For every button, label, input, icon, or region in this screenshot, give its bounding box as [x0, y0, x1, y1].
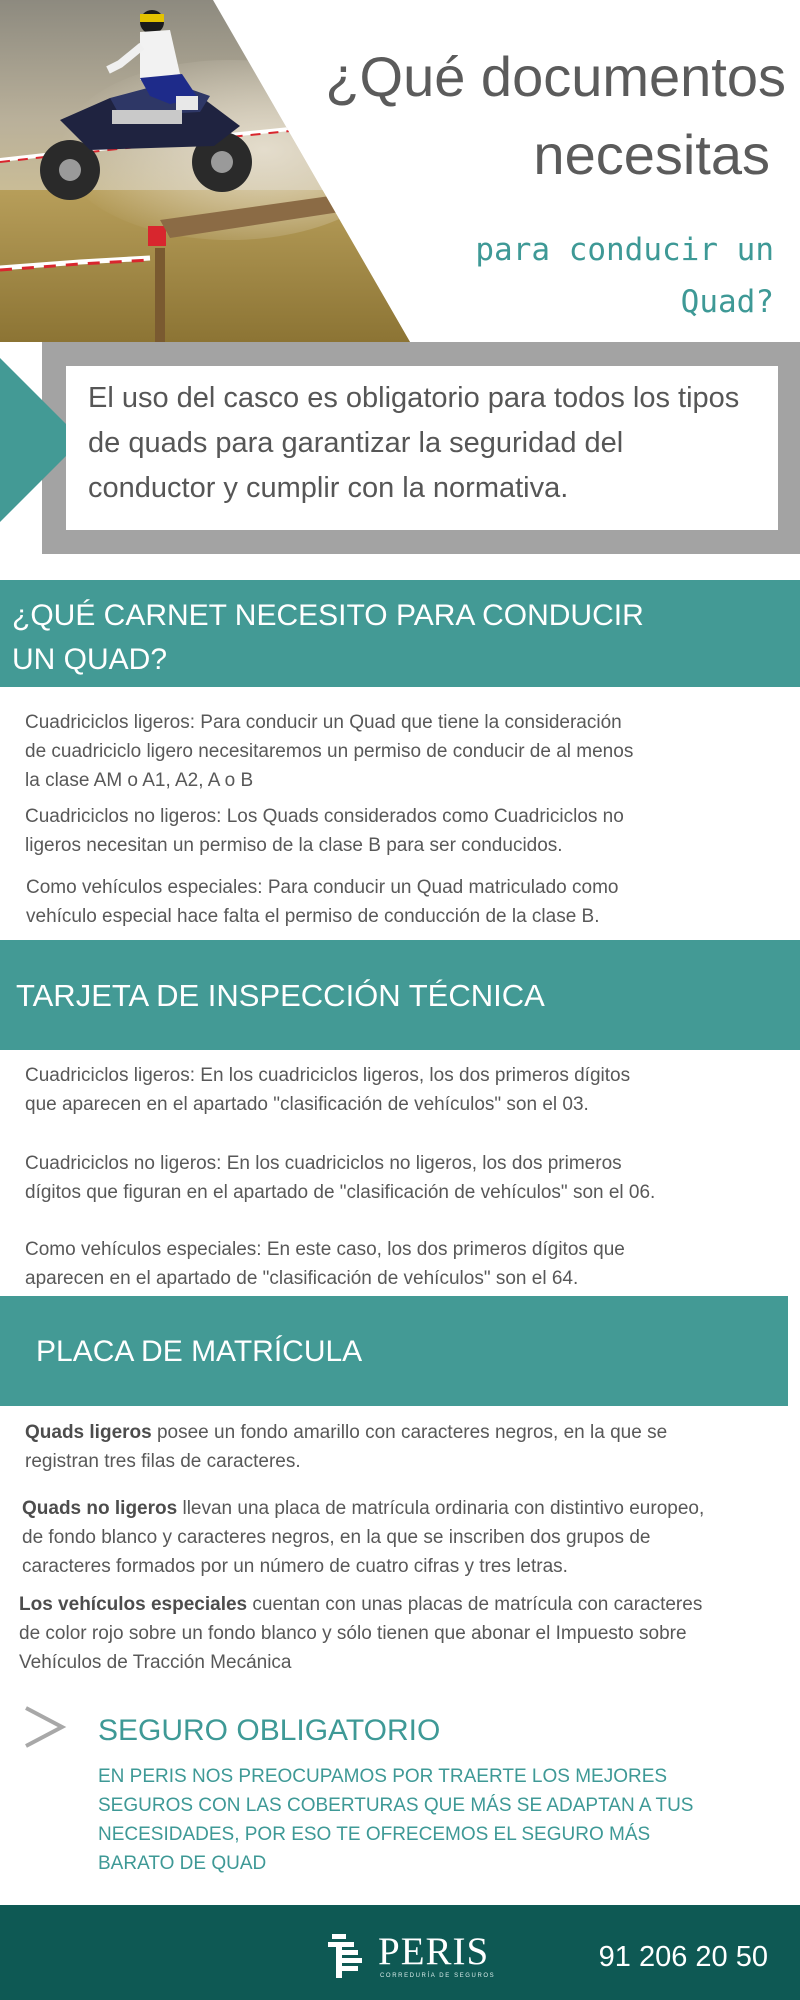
placa-title: PLACA DE MATRÍCULA — [36, 1335, 363, 1368]
seguro-line-4: BARATO DE QUAD — [98, 1853, 267, 1874]
hero-title — [266, 38, 786, 194]
hero-title-line-2: necesitas — [533, 123, 770, 186]
carnet-p3-line-1: Como vehículos especiales: Para conducir un Quad matriculado como — [26, 877, 619, 898]
carnet-paragraph-light — [25, 708, 633, 795]
placa-p3-rest: cuentan con unas placas de matrícula con caracteres — [247, 1594, 703, 1615]
placa-p2-line-3: caracteres formados por un número de cuatro cifras y tres letras. — [22, 1556, 568, 1577]
carnet-p3-line-2: vehículo especial hace falta el permiso de conducción de la clase B. — [26, 906, 600, 927]
placa-paragraph-light — [25, 1418, 667, 1476]
seguro-line-3: NECESIDADES, POR ESO TE OFRECEMOS EL SEGURO MÁS — [98, 1824, 651, 1845]
hero-subtitle-line-1: para conducir un — [475, 232, 774, 268]
seguro-title: SEGURO OBLIGATORIO — [98, 1714, 441, 1747]
itv-p2-line-2: dígitos que figuran en el apartado de "clasificación de vehículos" son el 06. — [25, 1182, 656, 1203]
placa-p1-bold: Quads ligeros — [25, 1422, 152, 1443]
carnet-title-line-2: UN QUAD? — [12, 643, 168, 676]
placa-p2-line-1 — [22, 1494, 704, 1523]
itv-p2-line-1: Cuadriciclos no ligeros: En los cuadriciclos no ligeros, los dos primeros — [25, 1153, 622, 1174]
carnet-paragraph-special — [26, 873, 618, 931]
itv-p3-line-1: Como vehículos especiales: En este caso, los dos primeros dígitos que — [25, 1239, 625, 1260]
placa-banner — [0, 1296, 788, 1406]
carnet-p2-line-2: ligeros necesitan un permiso de la clase B para ser conducidos. — [25, 835, 563, 856]
hero-subtitle-line-2: Quad? — [680, 284, 774, 320]
carnet-title-line-1: ¿QUÉ CARNET NECESITO PARA CONDUCIR — [12, 599, 644, 632]
carnet-p1-line-3: la clase AM o A1, A2, A o B — [25, 770, 254, 791]
itv-paragraph-not-light — [25, 1149, 655, 1207]
carnet-paragraph-not-light — [25, 802, 624, 860]
itv-banner — [0, 940, 800, 1050]
itv-paragraph-light — [25, 1061, 630, 1119]
footer-brand: PERIS — [378, 1930, 490, 1973]
placa-p3-bold: Los vehículos especiales — [19, 1594, 248, 1615]
hero-title-line-1: ¿Qué documentos — [325, 45, 786, 108]
carnet-p1-line-1: Cuadriciclos ligeros: Para conducir un Quad que tiene la consideración — [25, 712, 622, 733]
itv-p1-line-1: Cuadriciclos ligeros: En los cuadriciclos ligeros, los dos primeros dígitos — [25, 1065, 631, 1086]
placa-paragraph-not-light — [22, 1494, 704, 1581]
footer-phone[interactable]: 91 206 20 50 — [598, 1941, 768, 1973]
placa-p3-line-1 — [19, 1590, 702, 1619]
seguro-line-2: SEGUROS CON LAS COBERTURAS QUE MÁS SE ADAPTAN A TUS — [98, 1795, 694, 1816]
itv-title: TARJETA DE INSPECCIÓN TÉCNICA — [16, 978, 545, 1013]
itv-p1-line-2: que aparecen en el apartado "clasificación de vehículos" son el 03. — [25, 1094, 589, 1115]
carnet-title — [12, 594, 732, 682]
placa-p3-line-3: Vehículos de Tracción Mecánica — [19, 1652, 292, 1673]
placa-p2-bold: Quads no ligeros — [22, 1498, 178, 1519]
itv-p3-line-2: aparecen en el apartado de "clasificación de vehículos" son el 64. — [25, 1268, 579, 1289]
seguro-text — [98, 1762, 788, 1878]
placa-p1-rest: posee un fondo amarillo con caracteres negros, en la que se — [151, 1422, 668, 1443]
chevron-right-icon — [22, 1702, 68, 1752]
helmet-callout-text: El uso del casco es obligatorio para todos los tipos de quads para garantizar la seguridad del conductor y cumplir con la normativa. — [88, 382, 740, 504]
placa-p2-rest: llevan una placa de matrícula ordinaria con distintivo europeo, — [177, 1498, 705, 1519]
seguro-line-1: EN PERIS NOS PREOCUPAMOS POR TRAERTE LOS MEJORES — [98, 1766, 668, 1787]
carnet-banner — [0, 580, 800, 687]
footer-tagline: CORREDURÍA DE SEGUROS — [380, 1973, 496, 1979]
carnet-p2-line-1: Cuadriciclos no ligeros: Los Quads considerados como Cuadriciclos no — [25, 806, 624, 827]
peris-logo-icon — [326, 1932, 366, 1980]
hero-subtitle — [354, 224, 774, 328]
carnet-p1-line-2: de cuadriciclo ligero necesitaremos un permiso de conducir de al menos — [25, 741, 634, 762]
placa-p2-line-2: de fondo blanco y caracteres negros, en la que se inscriben dos grupos de — [22, 1527, 651, 1548]
placa-p1-line-2: registran tres filas de caracteres. — [25, 1451, 301, 1472]
placa-paragraph-special — [19, 1590, 702, 1677]
itv-paragraph-special — [25, 1235, 625, 1293]
placa-p3-line-2: de color rojo sobre un fondo blanco y sólo tienen que abonar el Impuesto sobre — [19, 1623, 687, 1644]
placa-p1-line-1 — [25, 1418, 667, 1447]
helmet-callout — [66, 366, 778, 530]
